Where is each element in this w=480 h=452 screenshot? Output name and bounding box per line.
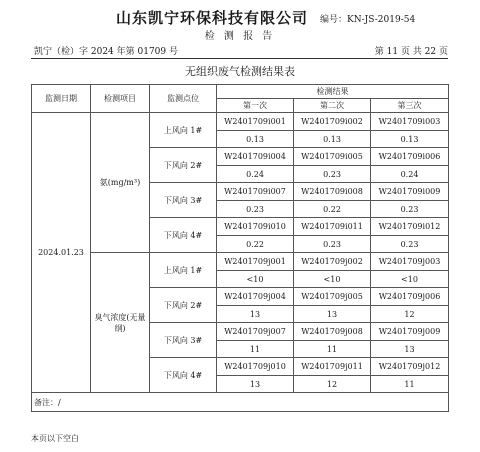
sample-id: W2401709i012 [371,218,449,236]
result-value: 0.23 [371,236,449,253]
table-title: 无组织废气检测结果表 [185,65,295,78]
company-name: 山东凯宁环保科技有限公司 [115,9,308,27]
result-value: 13 [217,306,294,323]
result-value: 11 [217,341,294,358]
sample-id: W2401709i005 [294,148,371,166]
result-value: 0.23 [294,236,371,253]
monitoring-date: 2024.01.23 [32,113,91,393]
table-row [32,113,449,131]
monitoring-point: 下风向 4# [150,358,217,393]
result-value: 12 [371,306,449,323]
header-point: 监测点位 [150,85,217,113]
result-value: 0.13 [294,131,371,148]
monitoring-point: 上风向 1# [150,253,217,288]
sample-id: W2401709j009 [371,323,449,341]
sample-id: W2401709i001 [217,113,294,131]
result-value: 0.22 [294,201,371,218]
result-value: 13 [371,341,449,358]
sample-id: W2401709i009 [371,183,449,201]
result-value: <10 [371,271,449,288]
report-reference: 凯宁（检）字 2024 年第 01709 号 [34,47,178,57]
result-value: 13 [217,376,294,393]
page-number: 第 11 页 共 22 页 [374,47,448,57]
monitoring-point: 上风向 1# [150,113,217,148]
sample-id: W2401709i006 [371,148,449,166]
header-round: 第二次 [294,99,371,113]
result-value: 0.23 [217,201,294,218]
sample-id: W2401709j006 [371,288,449,306]
sample-id: W2401709j012 [371,358,449,376]
table-row [32,253,449,271]
test-item: 氨(mg/m³) [91,113,150,253]
sample-id: W2401709j010 [217,358,294,376]
header-date: 监测日期 [32,85,91,113]
monitoring-point: 下风向 4# [150,218,217,253]
footer-note: 本页以下空白 [31,434,79,443]
monitoring-point: 下风向 2# [150,148,217,183]
results-table [31,84,449,412]
header-round: 第一次 [217,99,294,113]
sample-id: W2401709i003 [371,113,449,131]
header-item: 检测项目 [91,85,150,113]
result-value: 0.24 [371,166,449,183]
sample-id: W2401709i010 [217,218,294,236]
header-divider [31,58,448,59]
sample-id: W2401709i008 [294,183,371,201]
monitoring-point: 下风向 3# [150,183,217,218]
sample-id: W2401709i011 [294,218,371,236]
sample-id: W2401709j011 [294,358,371,376]
sample-id: W2401709j007 [217,323,294,341]
result-value: 0.23 [294,166,371,183]
result-value: 0.23 [371,201,449,218]
sample-id: W2401709j008 [294,323,371,341]
sample-id: W2401709j005 [294,288,371,306]
header-row [32,85,449,99]
test-item: 臭气浓度(无量纲) [91,253,150,393]
document-number: 编号：KN-JS-2019-54 [320,15,416,25]
sample-id: W2401709i004 [217,148,294,166]
sample-id: W2401709j004 [217,288,294,306]
results-table-body [32,85,449,412]
result-value: 0.22 [217,236,294,253]
result-value: 0.24 [217,166,294,183]
result-value: <10 [217,271,294,288]
header-results: 检测结果 [217,85,449,99]
result-value: <10 [294,271,371,288]
report-subtitle: 检 测 报 告 [204,31,276,42]
remark: 备注：/ [32,393,449,412]
sample-id: W2401709i007 [217,183,294,201]
result-value: 0.13 [217,131,294,148]
remark-row [32,393,449,412]
result-value: 12 [294,376,371,393]
monitoring-point: 下风向 3# [150,323,217,358]
sample-id: W2401709j003 [371,253,449,271]
sample-id: W2401709j001 [217,253,294,271]
monitoring-point: 下风向 2# [150,288,217,323]
result-value: 0.13 [371,131,449,148]
header-round: 第三次 [371,99,449,113]
result-value: 11 [371,376,449,393]
result-value: 13 [294,306,371,323]
result-value: 11 [294,341,371,358]
sample-id: W2401709i002 [294,113,371,131]
sample-id: W2401709j002 [294,253,371,271]
